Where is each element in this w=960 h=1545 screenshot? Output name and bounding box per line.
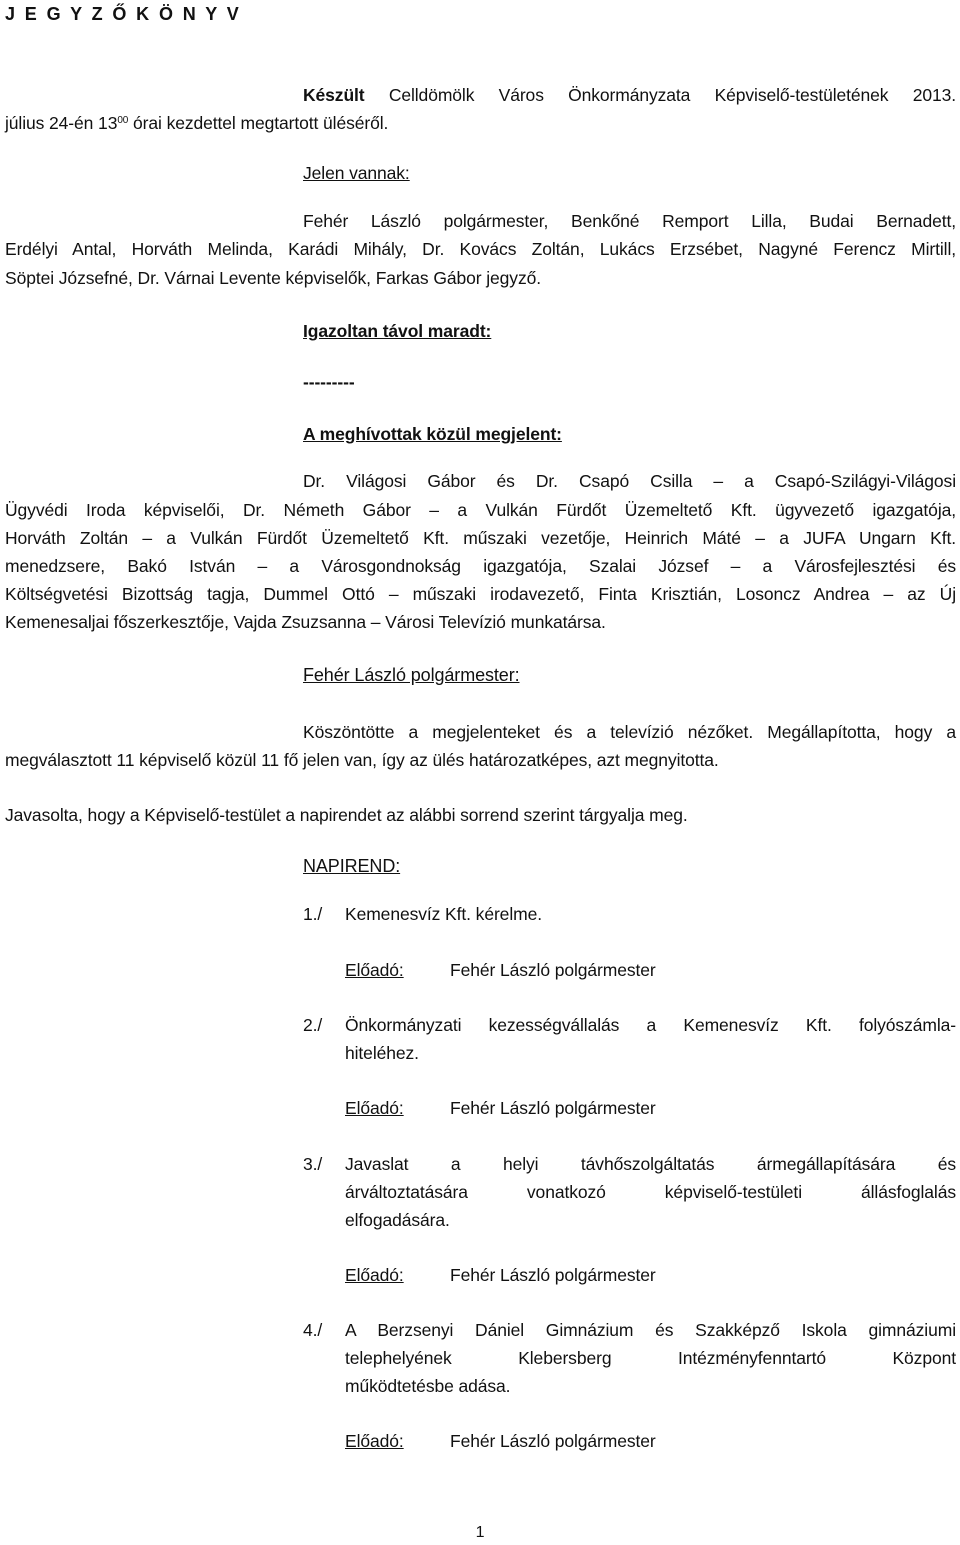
intro-line-1 <box>303 85 956 106</box>
agenda-item-1-text <box>345 904 956 932</box>
invited-heading: A meghívottak közül megjelent: <box>303 424 562 444</box>
present-line-3: Söptei Józsefné, Dr. Várnai Levente képviselők, Farkas Gábor jegyző. <box>5 268 541 288</box>
intro-line1-rest: Celldömölk Város Önkormányzata Képviselő-testületének 2013. <box>388 85 956 105</box>
agenda-item-4-line-3: működtetésbe adása. <box>345 1376 511 1396</box>
agenda-item-3-presenter-label: Előadó: <box>345 1265 404 1285</box>
speaker-proposal: Javasolta, hogy a Képviselő-testület a napirendet az alábbi sorrend szerint tárgyalja meg. <box>5 805 688 825</box>
agenda-item-2-presenter-label: Előadó: <box>345 1098 404 1118</box>
agenda-item-1-line-1: Kemenesvíz Kft. kérelme. <box>345 904 542 924</box>
present-heading: Jelen vannak: <box>303 163 410 183</box>
excused-value: --------- <box>303 372 355 392</box>
agenda-item-1-number: 1./ <box>303 904 323 924</box>
speaker-line-1: Köszöntötte a megjelenteket és a televízió nézőket. Megállapította, hogy a <box>303 722 956 742</box>
intro-line2-sup: 00 <box>117 115 129 126</box>
invited-line-3: Horváth Zoltán – a Vulkán Fürdőt Üzemeltető Kft. műszaki vezetője, Heinrich Máté – a JUFA Ungarn Kft. <box>5 528 956 548</box>
agenda-item-3-presenter: Fehér László polgármester <box>450 1265 656 1285</box>
invited-line-5: Költségvetési Bizottság tagja, Dummel Ottó – műszaki irodavezető, Finta Krisztián, Losoncz Andrea – az Új <box>5 584 956 604</box>
agenda-item-4-text <box>345 1320 956 1404</box>
agenda-item-2-text <box>345 1015 956 1071</box>
intro-line-2 <box>5 113 388 134</box>
agenda-item-1-presenter-label: Előadó: <box>345 960 404 980</box>
agenda-item-2-line-2: hiteléhez. <box>345 1043 419 1063</box>
agenda-heading: NAPIREND: <box>303 856 401 876</box>
agenda-item-1-presenter: Fehér László polgármester <box>450 960 656 980</box>
invited-line-2: Ügyvédi Iroda képviselői, Dr. Németh Gábor – a Vulkán Fürdőt Üzemeltető Kft. ügyvezető igazgatója, <box>5 500 956 520</box>
intro-line2-start: július 24-én 13 <box>5 113 118 133</box>
agenda-item-2-line-1: Önkormányzati kezességvállalás a Kemenesvíz Kft. folyószámla- <box>345 1015 956 1035</box>
agenda-item-2-number: 2./ <box>303 1015 323 1035</box>
invited-line-1: Dr. Világosi Gábor és Dr. Csapó Csilla – a Csapó-Szilágyi-Világosi <box>303 471 956 491</box>
agenda-item-4-line-1: A Berzsenyi Dániel Gimnázium és Szakképző Iskola gimnáziumi <box>345 1320 956 1340</box>
agenda-item-2-presenter: Fehér László polgármester <box>450 1098 656 1118</box>
agenda-item-3-text <box>345 1154 956 1238</box>
document-title: J E G Y Z Ő K Ö N Y V <box>5 4 242 24</box>
intro-line2-end: órai kezdettel megtartott üléséről. <box>128 113 389 133</box>
invited-line-4: menedzsere, Bakó István – a Városgondnokság igazgatója, Szalai József – a Városfejlesztési és <box>5 556 956 576</box>
agenda-item-4-presenter: Fehér László polgármester <box>450 1431 656 1451</box>
agenda-item-3-line-2: árváltoztatására vonatkozó képviselő-testületi állásfoglalás <box>345 1182 956 1202</box>
agenda-item-3-line-1: Javaslat a helyi távhőszolgáltatás ármegállapítására és <box>345 1154 956 1174</box>
agenda-item-3-number: 3./ <box>303 1154 323 1174</box>
present-line-2: Erdélyi Antal, Horváth Melinda, Karádi Mihály, Dr. Kovács Zoltán, Lukács Erzsébet, Nagyné Ferencz Mirtill, <box>5 239 956 259</box>
agenda-item-4-number: 4./ <box>303 1320 323 1340</box>
invited-line-6: Kemenesaljai főszerkesztője, Vajda Zsuzsanna – Városi Televízió munkatársa. <box>5 612 606 632</box>
speaker-line-2: megválasztott 11 képviselő közül 11 fő jelen van, így az ülés határozatképes, azt megnyitotta. <box>5 750 719 770</box>
intro-bold: Készült <box>303 85 365 105</box>
excused-heading: Igazoltan távol maradt: <box>303 321 492 341</box>
agenda-item-4-presenter-label: Előadó: <box>345 1431 404 1451</box>
page-number: 1 <box>475 1524 485 1541</box>
speaker-heading: Fehér László polgármester: <box>303 665 520 685</box>
present-line-1: Fehér László polgármester, Benkőné Remport Lilla, Budai Bernadett, <box>303 211 956 231</box>
agenda-item-4-line-2: telephelyének Klebersberg Intézményfenntartó Központ <box>345 1348 956 1368</box>
agenda-item-3-line-3: elfogadására. <box>345 1210 450 1230</box>
